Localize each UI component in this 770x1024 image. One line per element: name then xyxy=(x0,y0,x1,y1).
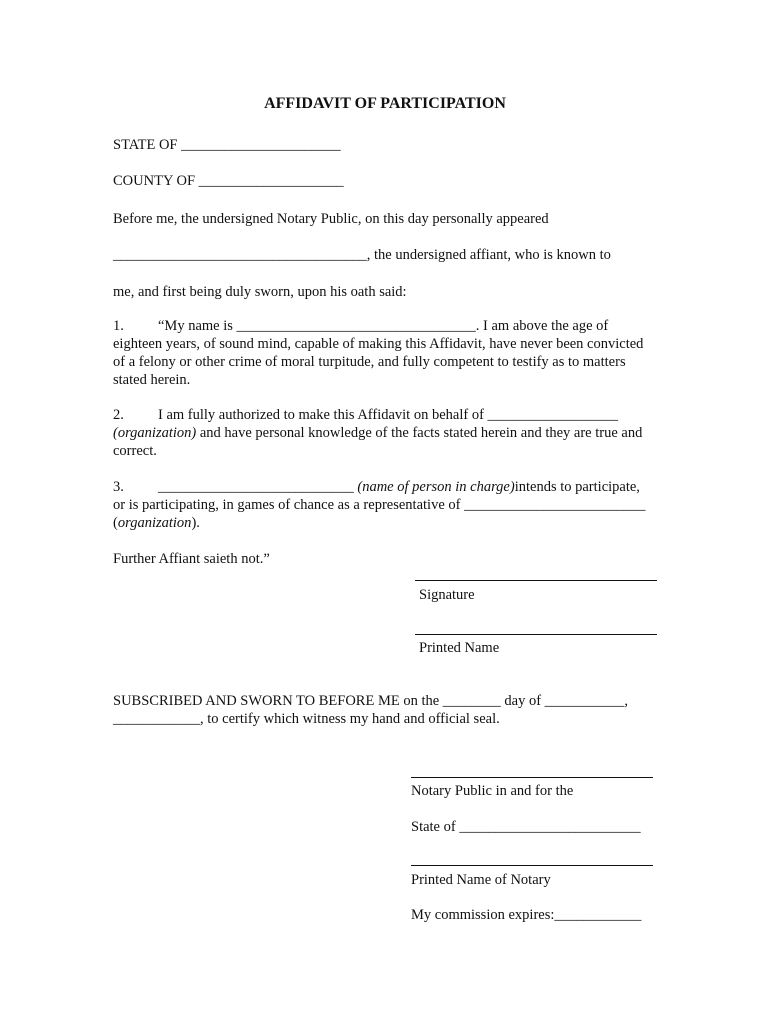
county-line: COUNTY OF ____________________ xyxy=(113,173,344,189)
intro-line-1: Before me, the undersigned Notary Public, on this day personally appeared xyxy=(113,211,549,227)
paragraph-3-text-end: ). xyxy=(191,515,200,531)
signature-label: Signature xyxy=(419,587,475,603)
paragraph-2-number: 2. xyxy=(113,407,124,423)
paragraph-3-italic-2: organization xyxy=(117,515,192,531)
signature-line xyxy=(415,580,657,581)
paragraph-3 xyxy=(113,478,653,532)
paragraph-3-text-mid: intends to participate, or is participating, in games of chance as a representative of _________________________ ( xyxy=(113,479,646,531)
subscribed-line-2: ____________, to certify which witness my hand and official seal. xyxy=(113,711,500,727)
paragraph-2 xyxy=(113,406,653,460)
commission-expires-line: My commission expires:____________ xyxy=(411,907,642,923)
paragraph-2-text-before: I am fully authorized to make this Affidavit on behalf of __________________ xyxy=(158,407,619,423)
paragraph-1-number: 1. xyxy=(113,318,124,334)
notary-public-label: Notary Public in and for the xyxy=(411,783,574,799)
notary-signature-line xyxy=(411,777,653,778)
printed-name-line xyxy=(415,634,657,635)
notary-state-line: State of _________________________ xyxy=(411,819,641,835)
paragraph-1-text: “My name is _________________________________. I am above the age of eighteen years, of sound mind, capable of making this Affidavit, have never been convicted of a felony or other crime of moral turpitude, and fully competent to testify as to matters stated herein. xyxy=(113,318,644,388)
paragraph-3-italic-1: (name of person in charge) xyxy=(357,479,515,495)
notary-printed-name-label: Printed Name of Notary xyxy=(411,872,551,888)
state-line: STATE OF ______________________ xyxy=(113,137,341,153)
intro-line-3: me, and first being duly sworn, upon his oath said: xyxy=(113,284,407,300)
paragraph-2-italic: (organization) xyxy=(113,425,197,441)
printed-name-label: Printed Name xyxy=(419,640,500,656)
document-title: AFFIDAVIT OF PARTICIPATION xyxy=(264,95,506,112)
paragraph-1 xyxy=(113,317,653,389)
paragraph-3-number: 3. xyxy=(113,479,124,495)
intro-line-2: ___________________________________, the undersigned affiant, who is known to xyxy=(113,247,611,263)
subscribed-line-1: SUBSCRIBED AND SWORN TO BEFORE ME on the ________ day of ___________, xyxy=(113,693,629,709)
paragraph-3-blank: ___________________________ xyxy=(158,479,358,495)
further-affiant-line: Further Affiant saieth not.” xyxy=(113,551,270,567)
notary-printed-name-line xyxy=(411,865,653,866)
paragraph-2-text-after: and have personal knowledge of the facts stated herein and they are true and correct. xyxy=(113,425,643,459)
